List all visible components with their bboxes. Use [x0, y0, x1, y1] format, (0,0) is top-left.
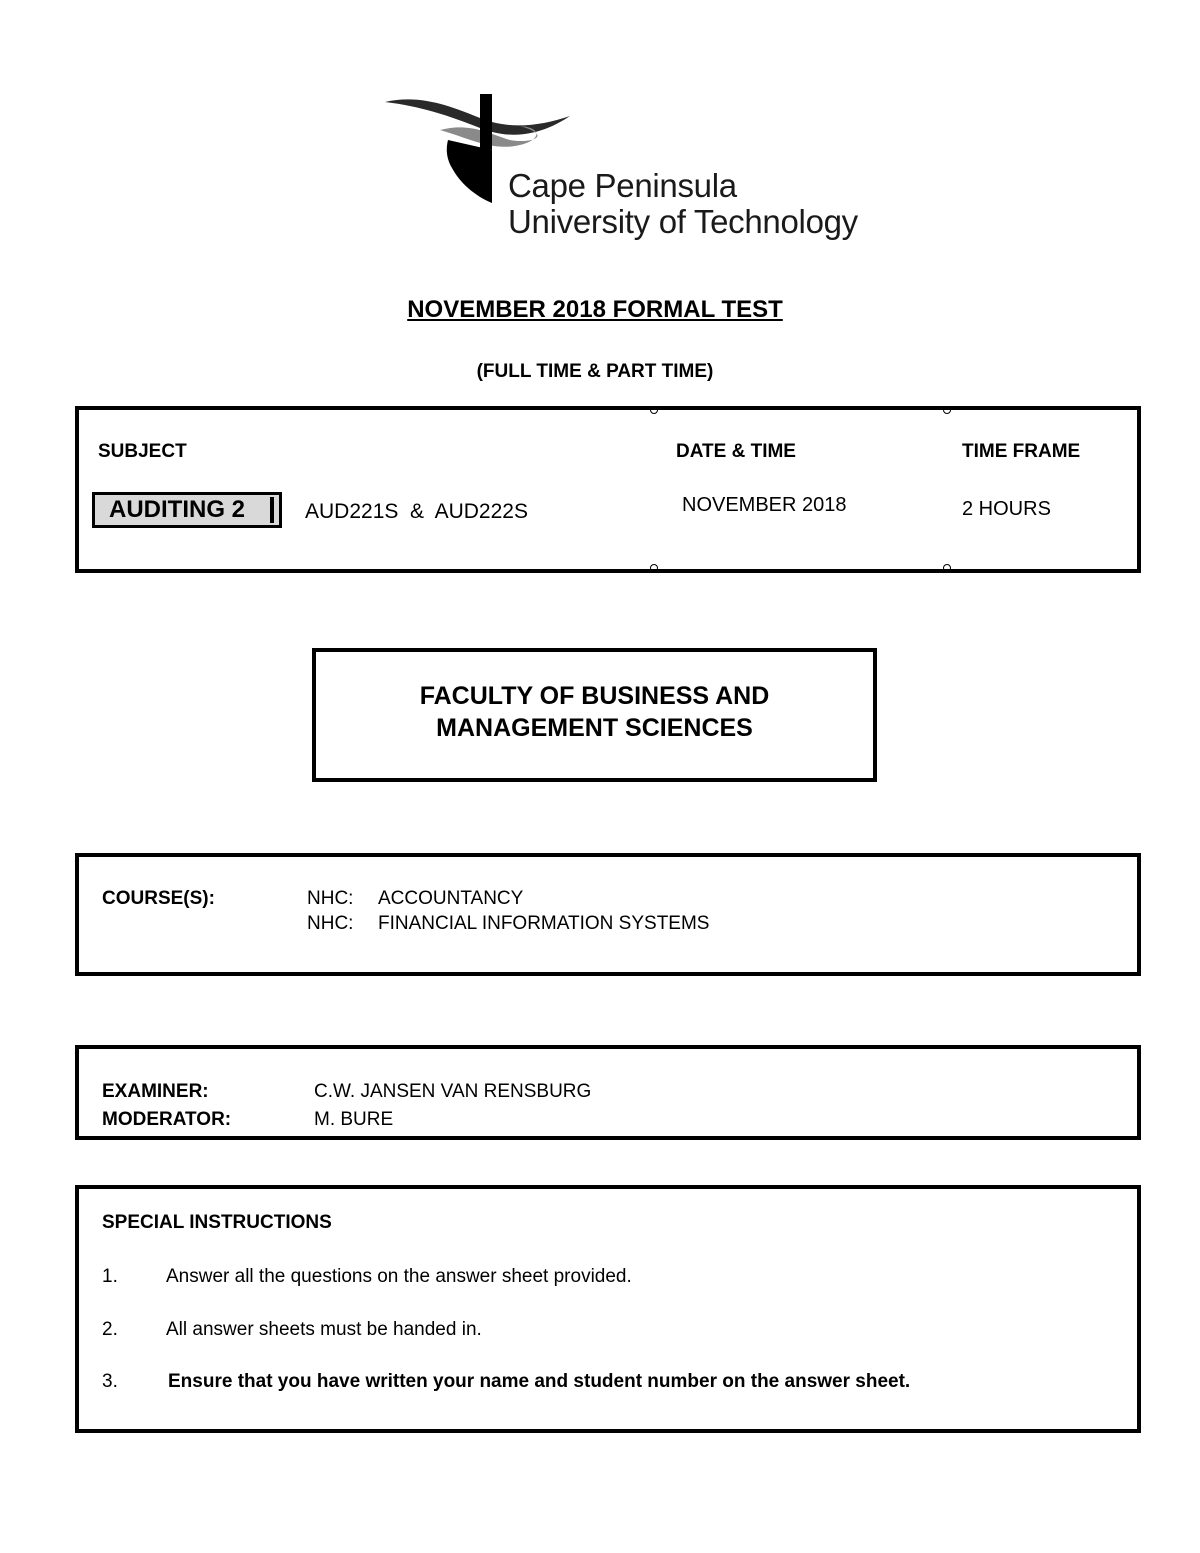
moderator-label: MODERATOR:: [102, 1109, 232, 1130]
instruction-number: 3.: [102, 1371, 118, 1392]
course-qualifier: NHC:: [307, 913, 354, 934]
faculty-name-line2: MANAGEMENT SCIENCES: [436, 714, 753, 742]
instruction-text: Ensure that you have written your name and student number on the answer sheet.: [168, 1371, 911, 1392]
course-name: FINANCIAL INFORMATION SYSTEMS: [378, 913, 710, 934]
courses-label: COURSE(S):: [102, 888, 215, 909]
instruction-text: All answer sheets must be handed in.: [166, 1319, 482, 1340]
page-subtitle: (FULL TIME & PART TIME): [476, 361, 714, 382]
university-name-line1: Cape Peninsula: [508, 167, 737, 204]
faculty-name-line1: FACULTY OF BUSINESS AND: [419, 682, 770, 710]
column-marker: [650, 406, 658, 414]
university-name: [508, 168, 858, 240]
instruction-text: Answer all the questions on the answer sheet provided.: [166, 1266, 632, 1287]
instruction-number: 2.: [102, 1319, 118, 1340]
instruction-number: 1.: [102, 1266, 118, 1287]
course-item: [307, 888, 523, 910]
subject-label: SUBJECT: [98, 441, 187, 462]
column-marker: [943, 406, 951, 414]
subject-codes: AUD221S & AUD222S: [305, 500, 528, 523]
subject-box: [75, 406, 1141, 573]
time-value: 2 HOURS: [962, 498, 1051, 520]
timeframe-label: TIME FRAME: [962, 441, 1081, 462]
course-name: ACCOUNTANCY: [378, 888, 524, 909]
examiner-value: C.W. JANSEN VAN RENSBURG: [314, 1081, 592, 1102]
column-marker: [650, 564, 658, 572]
faculty-name: [312, 680, 877, 744]
staff-box: [75, 1045, 1141, 1140]
datetime-label: DATE & TIME: [676, 441, 796, 462]
moderator-value: M. BURE: [314, 1109, 394, 1130]
page-title: NOVEMBER 2018 FORMAL TEST: [407, 296, 783, 323]
subject-name-field: AUDITING 2: [92, 492, 282, 528]
column-marker: [943, 564, 951, 572]
examiner-label: EXAMINER:: [102, 1081, 209, 1102]
university-name-line2: University of Technology: [508, 203, 858, 240]
instructions-heading: SPECIAL INSTRUCTIONS: [102, 1212, 332, 1233]
course-qualifier: NHC:: [307, 888, 354, 909]
date-value: NOVEMBER 2018: [682, 494, 847, 516]
course-item: [307, 913, 709, 935]
